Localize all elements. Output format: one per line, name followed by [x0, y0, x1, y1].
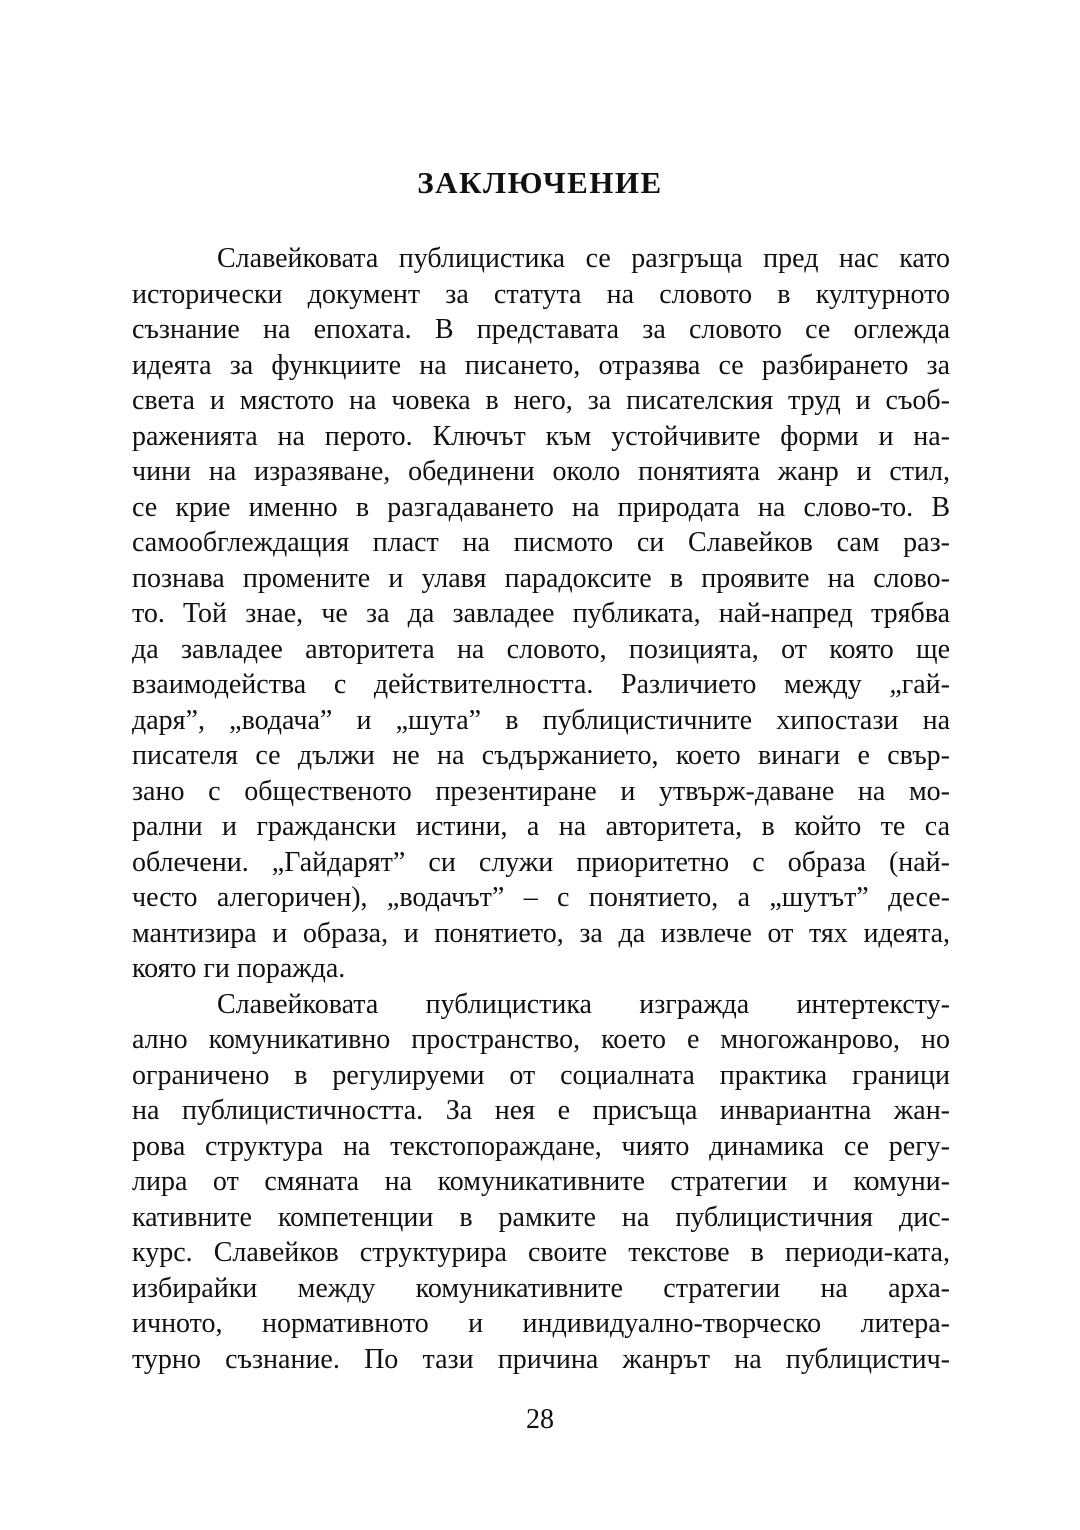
body-text [132, 241, 950, 1377]
text-line: раженията на перото. Ключът към устойчивите форми и на- [132, 420, 950, 452]
text-line: която ги поражда. [132, 953, 346, 984]
text-line: познава промените и улавя парадоксите в проявите на слово- [132, 562, 950, 594]
text-line: Славейковата публицистика изгражда интертексту- [217, 988, 950, 1020]
text-line: писателя се дължи не на съдържанието, което винаги е свър- [132, 740, 950, 771]
text-line: кативните компетенции в рамките на публицистичния дис- [132, 1201, 950, 1233]
text-line: ограничено в регулируеми от социалната практика граници [132, 1059, 950, 1091]
text-line: се крие именно в разгадаването на природата на слово-то. В [132, 491, 950, 523]
text-line: света и мястото на човека в него, за писателския труд и съоб- [132, 385, 950, 416]
text-line: често алегоричен), „водачът” – с понятието, а „шутът” десе- [132, 882, 950, 913]
text-line: мантизира и образа, и понятието, за да извлече от тях идеята, [132, 917, 950, 949]
text-line: чини на изразяване, обединени около понятията жанр и стил, [132, 456, 950, 487]
text-line: исторически документ за статута на словото в културното [132, 278, 950, 310]
text-line: да завладее авторитета на словото, позицията, от която ще [132, 633, 950, 665]
text-line: съзнание на епохата. В представата за словото се оглежда [132, 314, 950, 345]
text-line: лира от смяната на комуникативните стратегии и комуни- [132, 1166, 950, 1197]
text-line: избирайки между комуникативните стратегии на арха- [132, 1272, 950, 1304]
text-line: курс. Славейков структурира своите текстове в периоди-ката, [132, 1237, 950, 1268]
text-line: ално комуникативно пространство, което е многожанрово, но [132, 1024, 950, 1055]
text-line: даря”, „водача” и „шута” в публицистичните хипостази на [132, 704, 950, 736]
chapter-title: ЗАКЛЮЧЕНИЕ [417, 165, 663, 200]
text-line: то. Той знае, че за да завладее публиката, най-напред трябва [132, 598, 950, 629]
text-line: идеята за функциите на писането, отразява се разбирането за [132, 349, 950, 381]
page-number: 28 [526, 1404, 554, 1435]
text-line: Славейковата публицистика се разгръща пред нас като [217, 243, 950, 274]
text-line: самообглеждащия пласт на писмото си Славейков сам раз- [132, 527, 950, 558]
text-line: рова структура на текстопораждане, чиято динамика се регу- [132, 1130, 950, 1162]
text-line: рални и граждански истини, а на авторитета, в който те са [132, 811, 950, 842]
text-line: ичното, нормативното и индивидуално-творческо литера- [132, 1308, 950, 1339]
text-line: на публицистичността. За нея е присъща инвариантна жан- [132, 1095, 950, 1126]
text-line: зано с общественото презентиране и утвърж-даване на мо- [132, 775, 950, 807]
text-line: взаимодейства с действителността. Различието между „гай- [132, 669, 950, 700]
text-line: турно съзнание. По тази причина жанрът на публицистич- [132, 1343, 950, 1375]
text-line: облечени. „Гайдарят” си служи приоритетно с образа (най- [132, 846, 950, 878]
